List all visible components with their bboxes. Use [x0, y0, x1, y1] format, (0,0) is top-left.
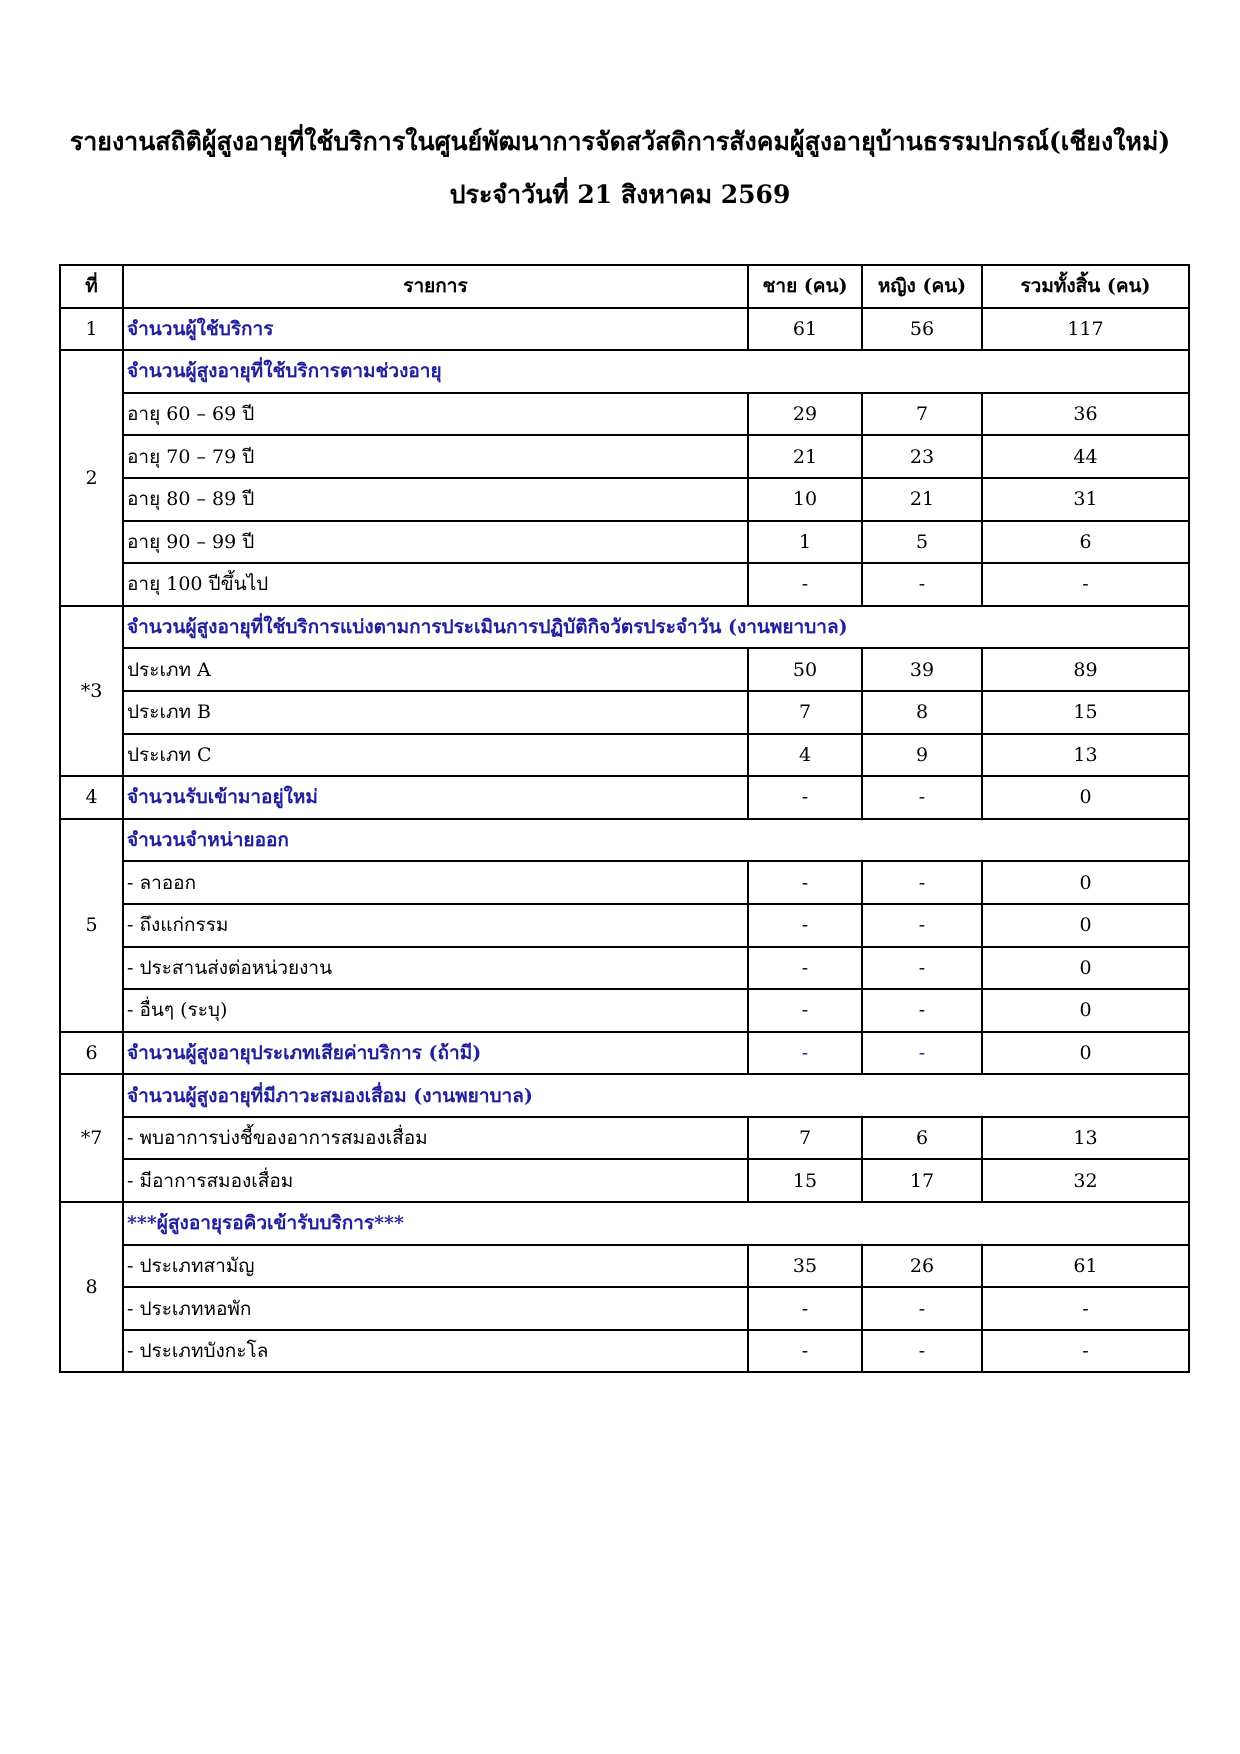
table-row [60, 734, 1189, 777]
row-number: 8 [60, 1202, 123, 1372]
table-row [60, 1117, 1189, 1160]
total-count: 0 [982, 1032, 1189, 1075]
table-row [60, 1159, 1189, 1202]
item-label: - ประเภทสามัญ [123, 1245, 748, 1288]
item-label: อายุ 80 – 89 ปี [123, 478, 748, 521]
male-count: 7 [748, 691, 862, 734]
female-count: - [862, 1330, 982, 1373]
male-count: - [748, 861, 862, 904]
section-title: จำนวนผู้สูงอายุที่ใช้บริการแบ่งตามการประเมินการปฏิบัติกิจวัตรประจำวัน (งานพยาบาล) [123, 606, 1189, 649]
female-count: 9 [862, 734, 982, 777]
female-count: 56 [862, 308, 982, 351]
item-label: - อื่นๆ (ระบุ) [123, 989, 748, 1032]
female-count: - [862, 563, 982, 606]
item-label: - มีอาการสมองเสื่อม [123, 1159, 748, 1202]
table-row [60, 1245, 1189, 1288]
item-label: ประเภท A [123, 648, 748, 691]
male-count: 50 [748, 648, 862, 691]
table-row [60, 691, 1189, 734]
section-title: ***ผู้สูงอายุรอคิวเข้ารับบริการ*** [123, 1202, 1189, 1245]
section-title: จำนวนรับเข้ามาอยู่ใหม่ [123, 776, 748, 819]
male-count: - [748, 1287, 862, 1330]
table-row [60, 819, 1189, 862]
female-count: 8 [862, 691, 982, 734]
table-row [60, 1330, 1189, 1373]
item-label: - ประเภทบังกะโล [123, 1330, 748, 1373]
total-count: 0 [982, 989, 1189, 1032]
section-title: จำนวนผู้สูงอายุประเภทเสียค่าบริการ (ถ้ามี) [123, 1032, 748, 1075]
item-label: อายุ 100 ปีขึ้นไป [123, 563, 748, 606]
male-count: - [748, 776, 862, 819]
report-title: รายงานสถิติผู้สูงอายุที่ใช้บริการในศูนย์พัฒนาการจัดสวัสดิการสังคมผู้สูงอายุบ้านธรรมปกรณ์(เชียงใหม่) [69, 127, 1171, 156]
table-row [60, 1074, 1189, 1117]
section-title: จำนวนผู้สูงอายุที่ใช้บริการตามช่วงอายุ [123, 350, 1189, 393]
total-count: 15 [982, 691, 1189, 734]
male-count: 10 [748, 478, 862, 521]
report-date: ประจำวันที่ 21 สิงหาคม 2569 [449, 180, 791, 209]
table-row [60, 1032, 1189, 1075]
female-count: - [862, 904, 982, 947]
table-row [60, 861, 1189, 904]
female-count: 17 [862, 1159, 982, 1202]
section-title: จำนวนผู้สูงอายุที่มีภาวะสมองเสื่อม (งานพยาบาล) [123, 1074, 1189, 1117]
header-row [60, 265, 1189, 308]
female-count: 26 [862, 1245, 982, 1288]
table-row [60, 435, 1189, 478]
section-title: จำนวนผู้ใช้บริการ [123, 308, 748, 351]
male-count: - [748, 1330, 862, 1373]
item-label: - ถึงแก่กรรม [123, 904, 748, 947]
male-count: - [748, 989, 862, 1032]
female-count: - [862, 989, 982, 1032]
total-count: 0 [982, 861, 1189, 904]
total-count: - [982, 1330, 1189, 1373]
female-count: - [862, 1287, 982, 1330]
item-label: อายุ 60 – 69 ปี [123, 393, 748, 436]
row-number: *7 [60, 1074, 123, 1202]
female-count: - [862, 947, 982, 990]
table-row [60, 989, 1189, 1032]
total-count: 13 [982, 734, 1189, 777]
table-row [60, 904, 1189, 947]
total-count: - [982, 1287, 1189, 1330]
total-count: 0 [982, 776, 1189, 819]
table-row [60, 606, 1189, 649]
male-count: 15 [748, 1159, 862, 1202]
section-title: จำนวนจำหน่ายออก [123, 819, 1189, 862]
table-row [60, 1287, 1189, 1330]
table-row [60, 776, 1189, 819]
female-count: 7 [862, 393, 982, 436]
female-count: - [862, 776, 982, 819]
total-count: 0 [982, 947, 1189, 990]
item-label: อายุ 70 – 79 ปี [123, 435, 748, 478]
total-count: 0 [982, 904, 1189, 947]
row-number: 6 [60, 1032, 123, 1075]
total-count: 32 [982, 1159, 1189, 1202]
female-count: 5 [862, 521, 982, 564]
row-number: 5 [60, 819, 123, 1032]
header-male: ชาย (คน) [748, 265, 862, 308]
item-label: อายุ 90 – 99 ปี [123, 521, 748, 564]
total-count: 89 [982, 648, 1189, 691]
header-item: รายการ [123, 265, 748, 308]
statistics-table [59, 264, 1190, 1373]
table-row [60, 308, 1189, 351]
table-row [60, 521, 1189, 564]
female-count: 23 [862, 435, 982, 478]
male-count: 7 [748, 1117, 862, 1160]
total-count: 36 [982, 393, 1189, 436]
item-label: - ประสานส่งต่อหน่วยงาน [123, 947, 748, 990]
total-count: 117 [982, 308, 1189, 351]
male-count: 1 [748, 521, 862, 564]
item-label: - พบอาการบ่งชี้ของอาการสมองเสื่อม [123, 1117, 748, 1160]
male-count: 21 [748, 435, 862, 478]
row-number: 4 [60, 776, 123, 819]
item-label: ประเภท B [123, 691, 748, 734]
item-label: - ลาออก [123, 861, 748, 904]
total-count: 61 [982, 1245, 1189, 1288]
female-count: 6 [862, 1117, 982, 1160]
header-female: หญิง (คน) [862, 265, 982, 308]
female-count: 21 [862, 478, 982, 521]
row-number: 2 [60, 350, 123, 606]
row-number: 1 [60, 308, 123, 351]
female-count: - [862, 1032, 982, 1075]
header-no: ที่ [60, 265, 123, 308]
male-count: 29 [748, 393, 862, 436]
male-count: 35 [748, 1245, 862, 1288]
male-count: - [748, 563, 862, 606]
item-label: - ประเภทหอพัก [123, 1287, 748, 1330]
total-count: 13 [982, 1117, 1189, 1160]
header-total: รวมทั้งสิ้น (คน) [982, 265, 1189, 308]
male-count: 4 [748, 734, 862, 777]
table-row [60, 1202, 1189, 1245]
table-row [60, 478, 1189, 521]
total-count: - [982, 563, 1189, 606]
table-row [60, 947, 1189, 990]
female-count: - [862, 861, 982, 904]
male-count: - [748, 947, 862, 990]
total-count: 44 [982, 435, 1189, 478]
female-count: 39 [862, 648, 982, 691]
row-number: *3 [60, 606, 123, 776]
table-row [60, 393, 1189, 436]
male-count: - [748, 904, 862, 947]
total-count: 6 [982, 521, 1189, 564]
male-count: 61 [748, 308, 862, 351]
table-row [60, 563, 1189, 606]
table-row [60, 350, 1189, 393]
table-row [60, 648, 1189, 691]
item-label: ประเภท C [123, 734, 748, 777]
total-count: 31 [982, 478, 1189, 521]
male-count: - [748, 1032, 862, 1075]
